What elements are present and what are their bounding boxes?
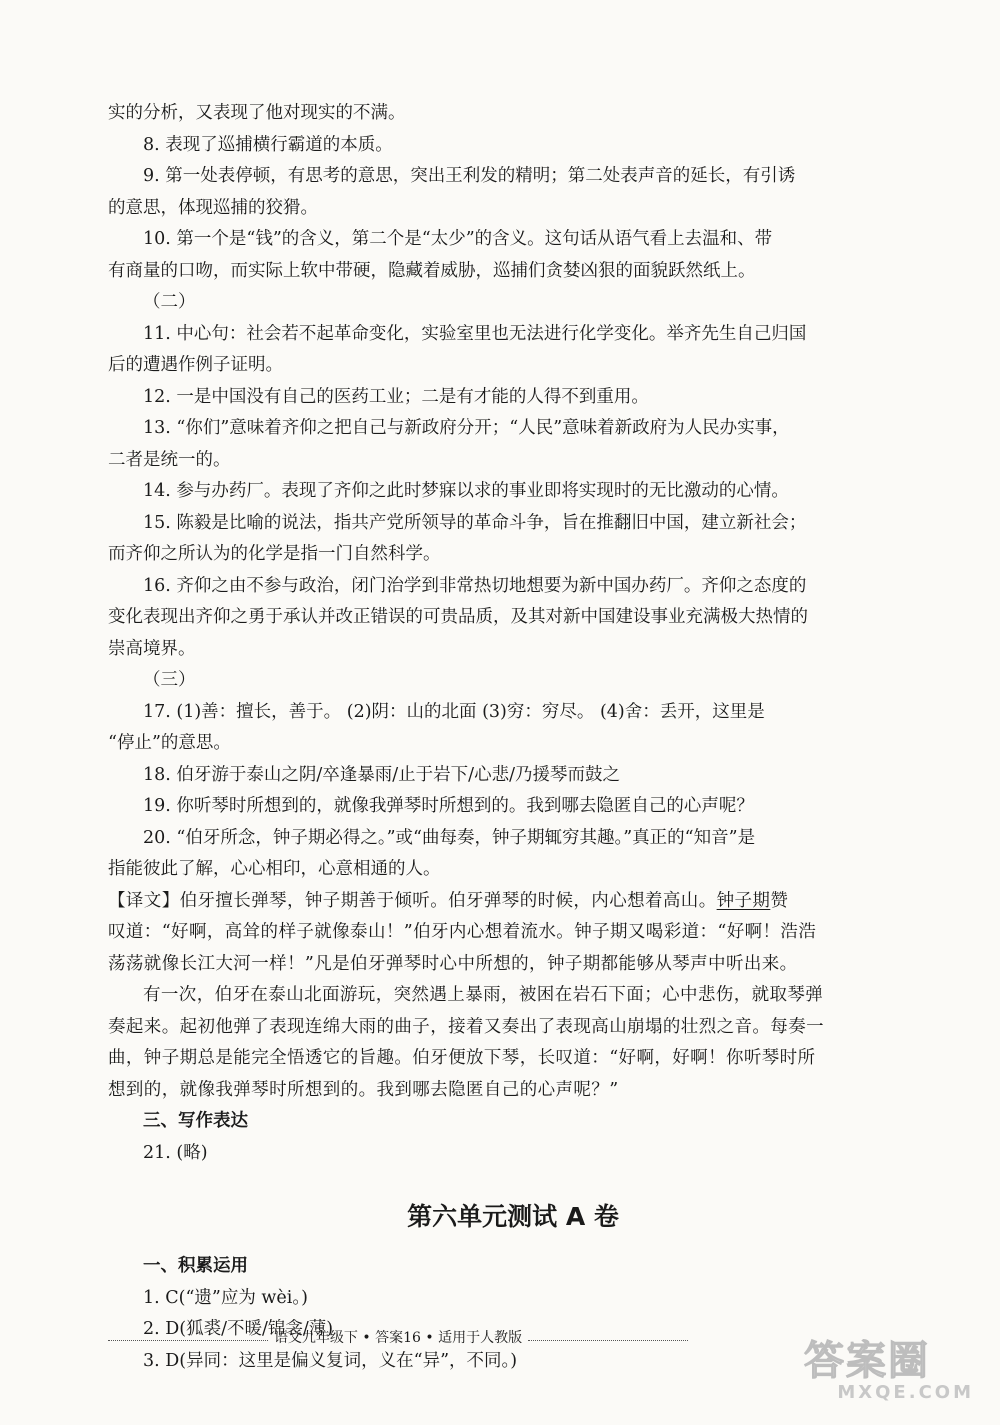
unit-test-heading: 一、积累运用 bbox=[143, 1256, 248, 1276]
answer-line: 19. 你听琴时所想到的，就像我弹琴时所想到的。我到哪去隐匿自己的心声呢？ bbox=[143, 796, 754, 816]
answer-line: 14. 参与办药厂。表现了齐仰之此时梦寐以求的事业即将实现时的无比激动的心情。 bbox=[143, 481, 789, 501]
unit-test-item: 1. C(“遗”应为 wèi。) bbox=[143, 1287, 308, 1308]
answer-list bbox=[108, 98, 918, 886]
translation-line: 有一次，伯牙在泰山北面游玩，突然遇上暴雨，被困在岩石下面；心中悲伤，就取琴弹 bbox=[143, 985, 824, 1005]
translation-line: 叹道：“好啊，高耸的样子就像泰山！”伯牙内心想着流水。钟子期又喝彩道：“好啊！浩浩 bbox=[108, 922, 817, 942]
translation-line: 奏起来。起初他弹了表现连绵大雨的曲子，接着又奏出了表现高山崩塌的壮烈之音。每奏一 bbox=[108, 1016, 824, 1037]
answer-line: 变化表现出齐仰之勇于承认并改正错误的可贵品质，及其对新中国建设事业充满极大热情的 bbox=[108, 607, 808, 627]
translation-text: 赞 bbox=[770, 890, 789, 911]
answer-line: 而齐仰之所认为的化学是指一门自然科学。 bbox=[108, 544, 441, 564]
writing-heading: 三、写作表达 bbox=[143, 1111, 248, 1131]
answer-line: 实的分析，又表现了他对现实的不满。 bbox=[108, 103, 406, 123]
answer-line: “停止”的意思。 bbox=[108, 733, 231, 753]
translation-line bbox=[108, 886, 918, 918]
answer-line: 8. 表现了巡捕横行霸道的本质。 bbox=[143, 134, 393, 155]
answer-line: 后的遭遇作例子证明。 bbox=[108, 355, 283, 375]
answer-line: 的意思，体现巡捕的狡猾。 bbox=[108, 197, 318, 218]
answer-line: （二） bbox=[143, 292, 196, 312]
footer-dots-right bbox=[528, 1340, 688, 1341]
answer-line: 11. 中心句：社会若不起革命变化，实验室里也无法进行化学变化。举齐先生自己归国 bbox=[143, 323, 807, 344]
unit-test-item: 2. D(狐裘/不暖/锦衾/薄) bbox=[143, 1319, 334, 1339]
unit-test-title: 第六单元测试 A 卷 bbox=[407, 1202, 619, 1231]
translation-line: 荡荡就像长江大河一样！”凡是伯牙弹琴时心中所想的，钟子期都能够从琴声中听出来。 bbox=[108, 953, 798, 974]
answer-page bbox=[108, 98, 918, 1377]
unit-test-item: 3. D(异同：这里是偏义复词，义在“异”，不同。) bbox=[143, 1350, 518, 1371]
watermark-logo bbox=[804, 1339, 974, 1407]
answer-line: 15. 陈毅是比喻的说法，指共产党所领导的革命斗争，旨在推翻旧中国，建立新社会； bbox=[143, 512, 807, 533]
translation-block bbox=[108, 886, 918, 1107]
answer-line: 有商量的口吻，而实际上软中带硬，隐藏着威胁，巡捕们贪婪凶狠的面貌跃然纸上。 bbox=[108, 260, 756, 281]
answer-line: 指能彼此了解，心心相印，心意相通的人。 bbox=[108, 859, 441, 879]
footer-dots-left bbox=[108, 1340, 268, 1341]
answer-line: 9. 第一处表停顿，有思考的意思，突出王利发的精明；第二处表声音的延长，有引诱 bbox=[143, 166, 796, 186]
writing-item: 21. (略) bbox=[143, 1142, 208, 1163]
answer-line: 16. 齐仰之由不参与政治，闭门治学到非常热切地想要为新中国办药厂。齐仰之态度的 bbox=[143, 575, 807, 596]
page-footer bbox=[108, 1326, 688, 1350]
answer-line: 13. “你们”意味着齐仰之把自己与新政府分开；“人民”意味着新政府为人民办实事， bbox=[143, 418, 790, 438]
footer-text: 语文九年级下 • 答案16 • 适用于人教版 bbox=[273, 1330, 523, 1346]
watermark-top: 答案圈 bbox=[804, 1338, 930, 1384]
answer-line: 10. 第一个是“钱”的含义，第二个是“太少”的含义。这句话从语气看上去温和、带 bbox=[143, 229, 773, 249]
answer-line: 17. (1)善：擅长，善于。 (2)阴：山的北面 (3)穷：穷尽。 (4)舍：丢开，这里是 bbox=[143, 701, 765, 722]
answer-line: 12. 一是中国没有自己的医药工业；二是有才能的人得不到重用。 bbox=[143, 386, 649, 407]
answer-line: 18. 伯牙游于泰山之阴/卒逢暴雨/止于岩下/心悲/乃援琴而鼓之 bbox=[143, 764, 620, 785]
answer-line: 20. “伯牙所念，钟子期必得之。”或“曲每奏，钟子期辄穷其趣。”真正的“知音”是 bbox=[143, 827, 756, 848]
answer-line: 二者是统一的。 bbox=[108, 449, 231, 470]
watermark-bottom: MXQE.COM bbox=[837, 1382, 974, 1403]
answer-line: 崇高境界。 bbox=[108, 638, 196, 659]
underlined-name: 钟子期 bbox=[716, 890, 771, 911]
answer-line: （三） bbox=[143, 670, 196, 690]
translation-line: 曲，钟子期总是能完全悟透它的旨趣。伯牙便放下琴，长叹道：“好啊，好啊！你听琴时所 bbox=[108, 1048, 816, 1068]
translation-line: 想到的，就像我弹琴时所想到的。我到哪去隐匿自己的心声呢？” bbox=[108, 1079, 619, 1100]
translation-text: 【译文】伯牙擅长弹琴，钟子期善于倾听。伯牙弹琴的时候，内心想着高山。 bbox=[108, 890, 717, 911]
